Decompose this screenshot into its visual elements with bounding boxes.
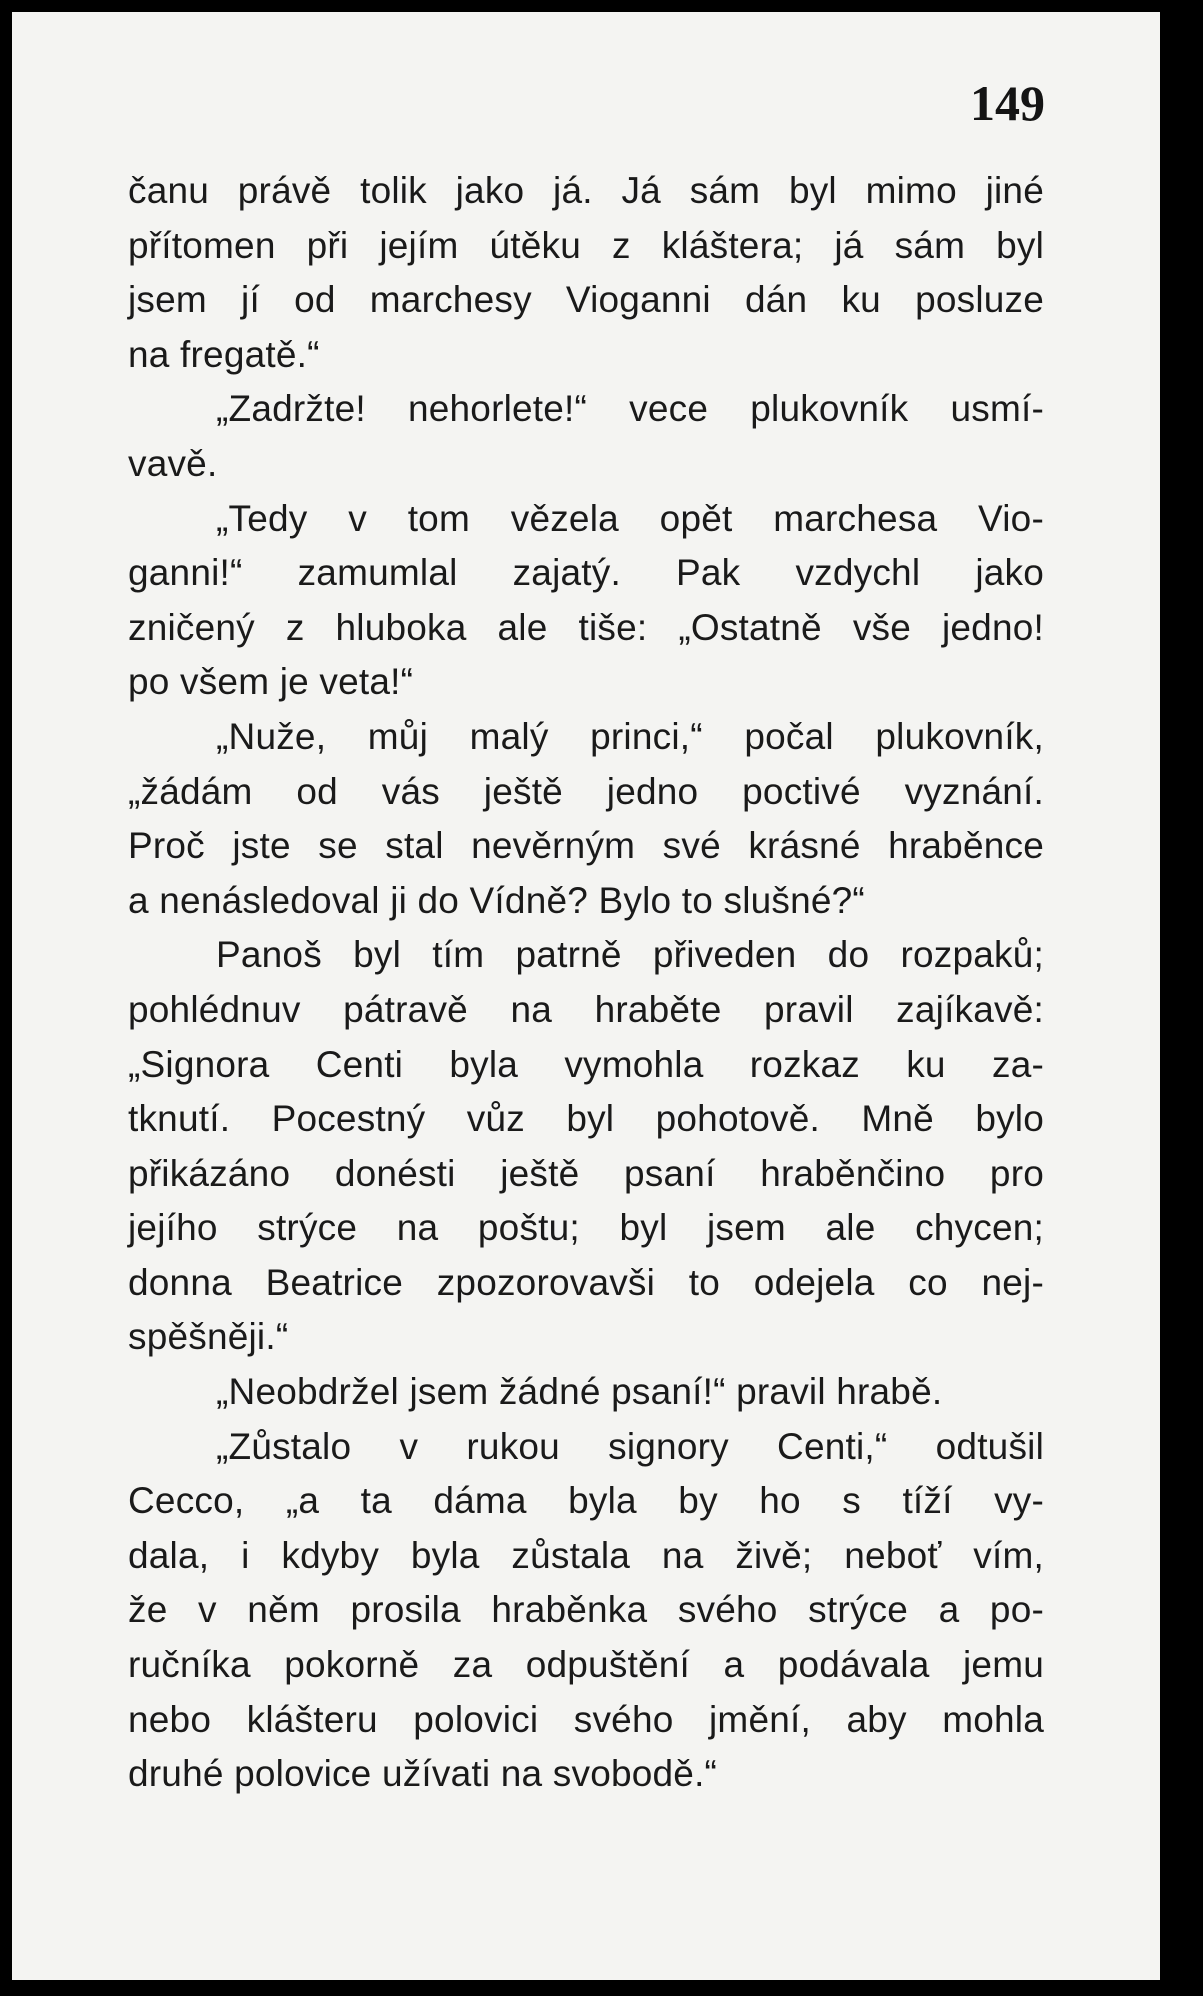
text-line: Panoš byl tím patrně přiveden do rozpaků; [216,934,1044,976]
text-line: Proč jste se stal nevěrným své krásné hraběnce [128,825,1044,867]
text-line: „Signora Centi byla vymohla rozkaz ku za- [128,1043,1044,1085]
paragraph [128,164,1044,382]
page-number: 149 [970,75,1045,131]
text-line: čanu právě tolik jako já. Já sám byl mimo jiné [128,170,1044,211]
text-line: druhé polovice užívati na svobodě.“ [128,1753,718,1795]
text-line: „Neobdržel jsem žádné psaní!“ pravil hrabě. [216,1371,943,1413]
text-line: „Zůstalo v rukou signory Centi,“ odtušil [216,1425,1044,1467]
text-line: jsem jí od marchesy Vioganni dán ku posluze [128,279,1044,321]
text-line: dala, i kdyby byla zůstala na živě; neboť vím, [128,1534,1044,1576]
text-line: ganni!“ zamumlal zajatý. Pak vzdychl jako [128,552,1044,594]
paragraph [128,382,1044,491]
text-line: tknutí. Pocestný vůz byl pohotově. Mně bylo [128,1098,1044,1140]
text-line: Cecco, „a ta dáma byla by ho s tíží vy- [128,1480,1044,1522]
text-line: zničený z hluboka ale tiše: „Ostatně vše jedno! [128,606,1044,648]
text-line: pohlédnuv pátravě na hraběte pravil zajíkavě: [128,988,1044,1030]
paragraph [128,710,1044,928]
text-line: „žádám od vás ještě jedno poctivé vyznání. [128,770,1044,812]
book-page [12,12,1160,1980]
text-line: vavě. [128,442,218,484]
paragraph [128,492,1044,710]
paragraph [128,1420,1044,1802]
paragraph [128,1365,1044,1420]
text-line: donna Beatrice zpozorovavši to odejela co nej- [128,1261,1044,1303]
paragraph [128,928,1044,1365]
text-line: přikázáno donésti ještě psaní hraběnčino pro [128,1152,1044,1194]
text-line: „Tedy v tom vězela opět marchesa Vio- [216,497,1044,539]
text-line: po všem je veta!“ [128,661,414,703]
text-line: jejího strýce na poštu; byl jsem ale chycen; [128,1207,1044,1249]
text-line: na fregatě.“ [128,333,320,375]
text-line: přítomen při jejím útěku z kláštera; já sám byl [128,224,1044,266]
text-line: „Nuže, můj malý princi,“ počal plukovník, [216,715,1044,757]
text-line: spěšněji.“ [128,1316,289,1358]
text-line: nebo klášteru polovici svého jmění, aby mohla [128,1698,1044,1740]
text-line: „Zadržte! nehorlete!“ vece plukovník usmí- [216,388,1044,430]
text-line: že v něm prosila hraběnka svého strýce a po- [128,1589,1044,1631]
body-text [128,164,1044,1802]
text-line: a nenásledoval ji do Vídně? Bylo to slušné?“ [128,879,865,921]
text-line: ručníka pokorně za odpuštění a podávala jemu [128,1644,1044,1686]
